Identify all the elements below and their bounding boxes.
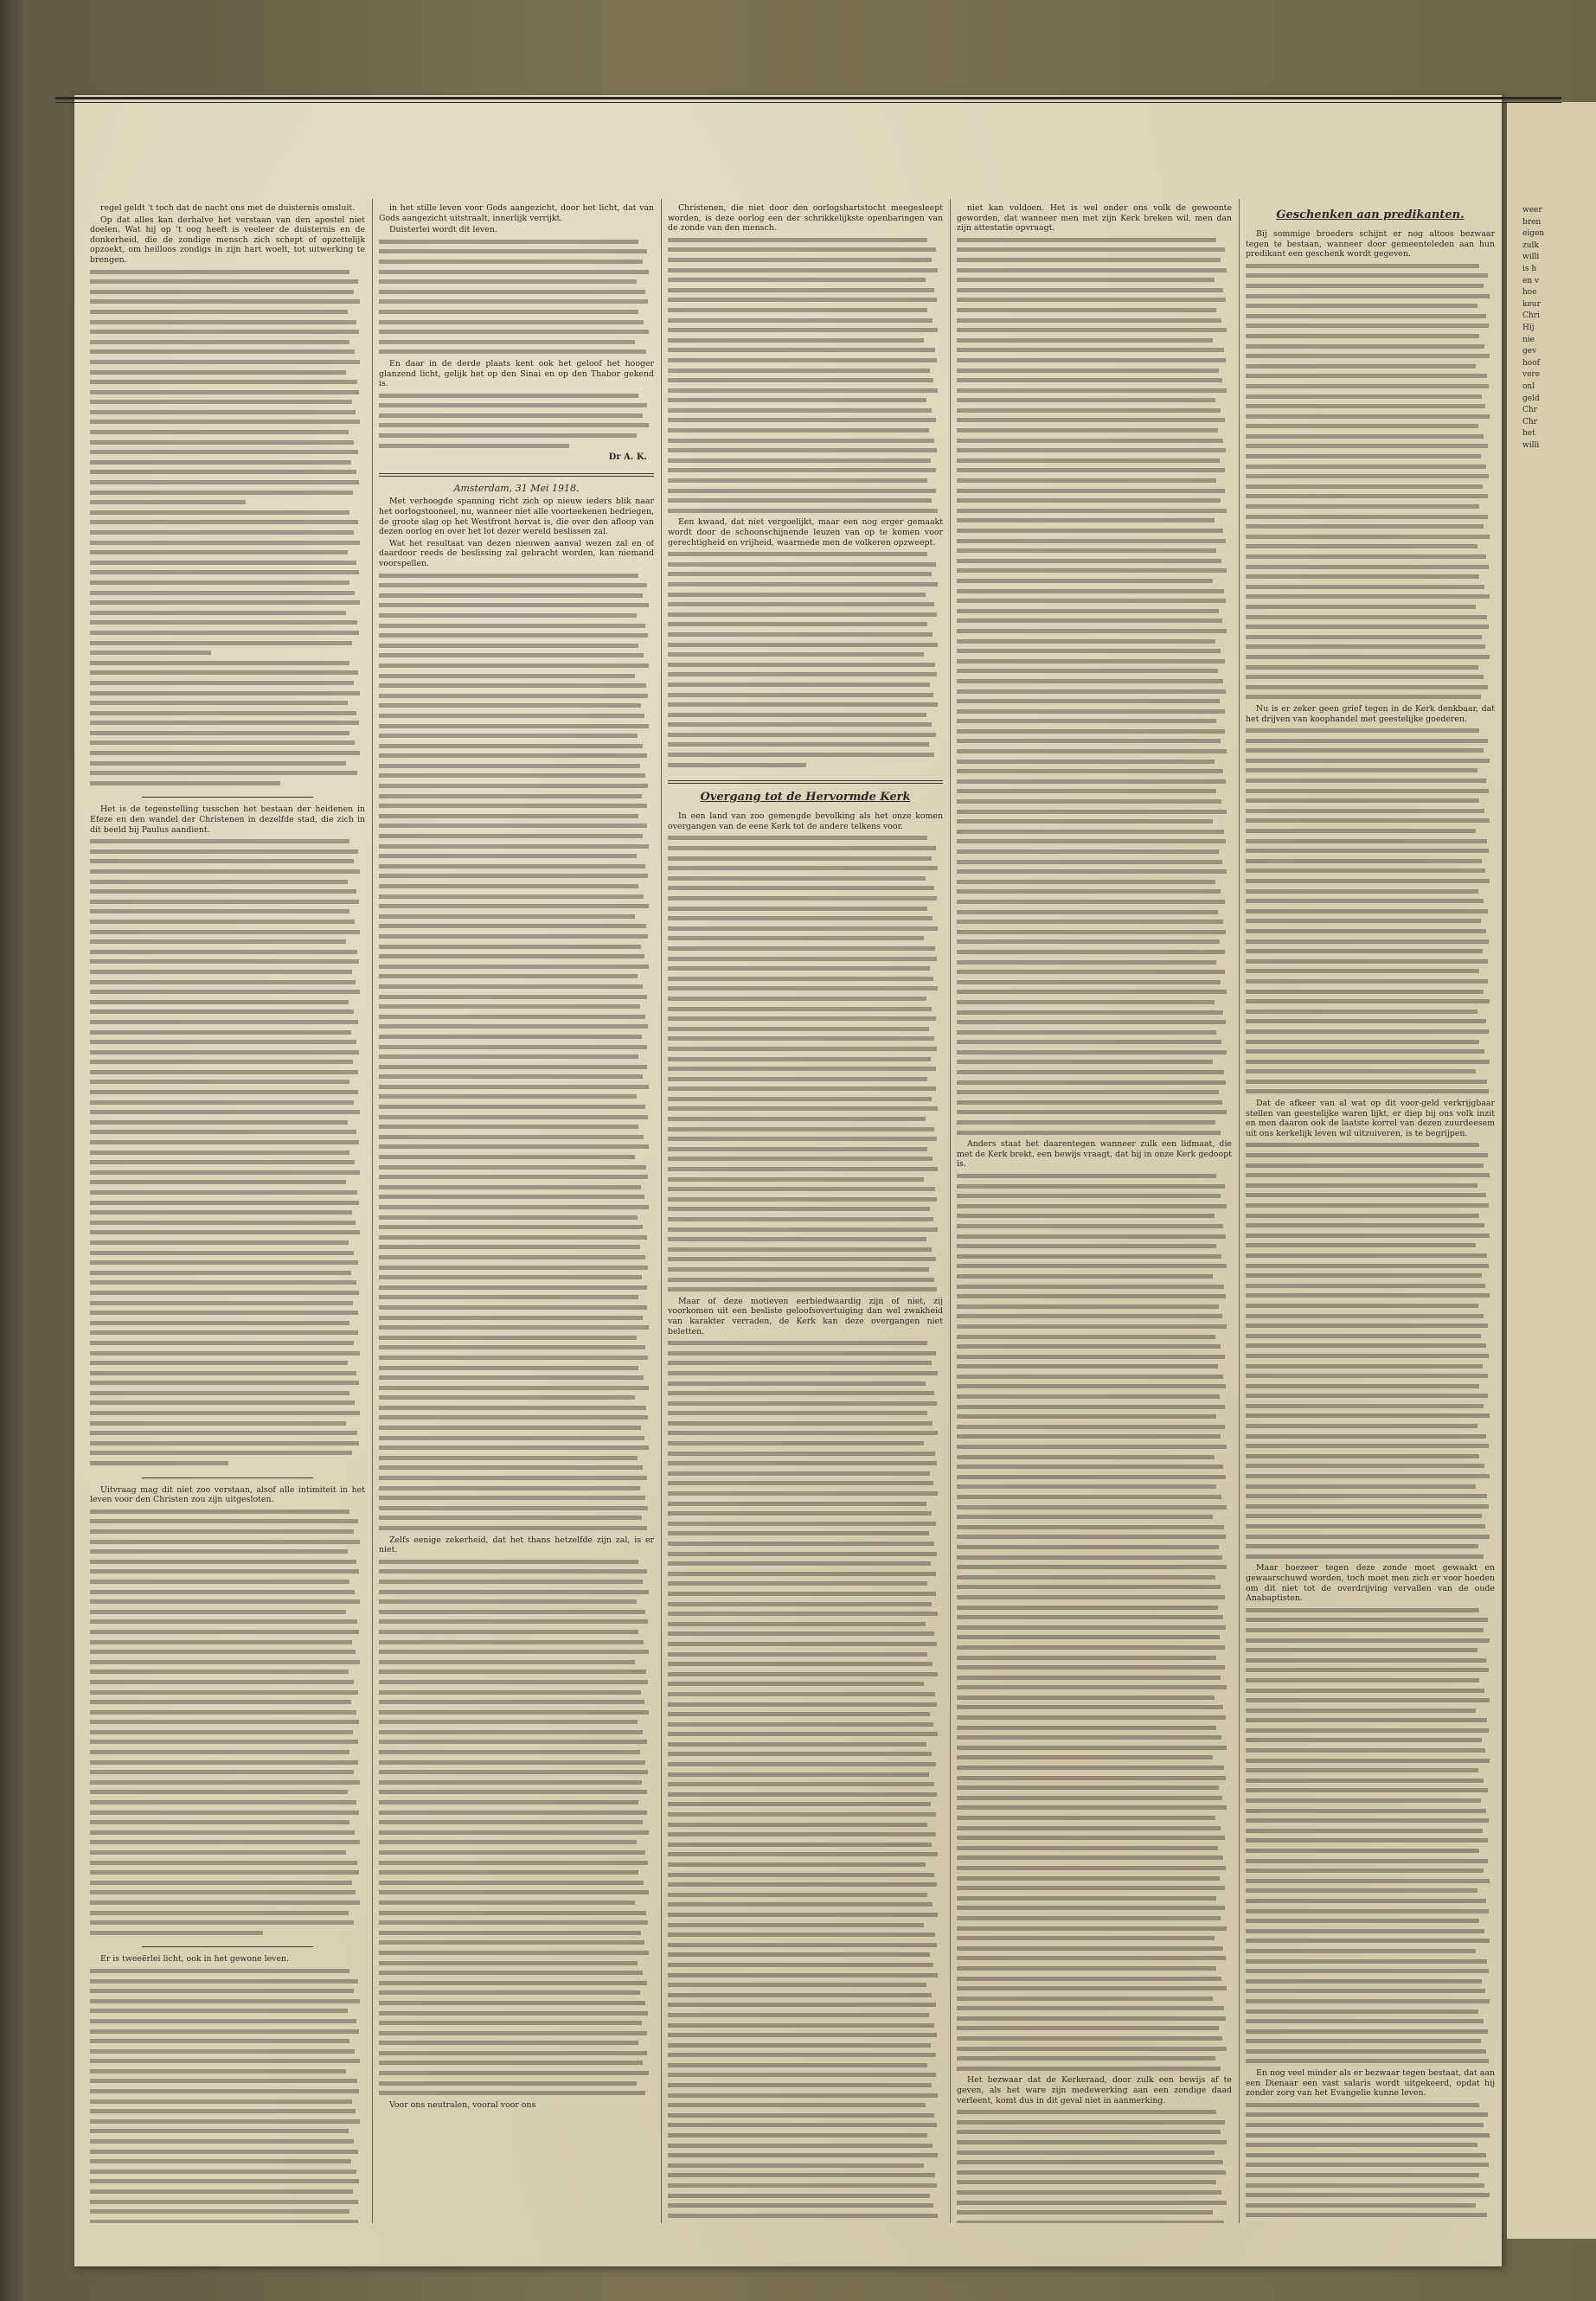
adjacent-column-fragments [1512,206,1594,2195]
fragment: eigen [1522,229,1545,239]
fragment: hoe [1522,288,1537,298]
paragraph: Er is tweeërlei licht, ook in het gewone leven. [100,1954,290,1965]
fragment: Chri [1522,311,1540,321]
paragraph: Dat de afkeer van al wat op dit voor-geld verkrijgbaar stellen van geestelijke waren lijkt, er diep bij ons volk inzit en men daaron ook de laatste korrel van dezen zuurdeesem uit ons kerkelijk leven wil uitzuiveren, is te begrijpen. [1246,1099,1495,1138]
text-block [1246,2100,1495,2223]
column-divider [661,199,662,2223]
separator [379,473,654,477]
column-4 [957,203,1232,2223]
text-block [1246,261,1495,702]
text-block [668,1338,943,2223]
fragment: bren [1522,217,1542,227]
paragraph: Christenen, die niet door den oorlogshartstocht meegesleept worden, is deze oorlog een der schrikkelijkste openbaringen van de zonde van den mensch. [668,203,943,234]
text-block [668,833,943,1294]
text-block [379,237,654,357]
paragraph: En daar in de derde plaats kent ook het geloof het hooger glanzend licht, gelijk het op den Sinai en op den Thabor gekend is. [379,358,654,389]
fragment: keur [1522,299,1541,309]
separator [142,1477,313,1478]
text-block [90,1966,365,2223]
section-heading: Overgang tot de Hervormde Kerk [700,791,911,804]
paragraph: Het is de tegenstelling tusschen het bestaan der heidenen in Efeze en den wandel der Christenen in dezelfde stad, die zich in dit beeld bij Paulus aandient. [90,804,365,835]
adjacent-page-edge [1507,102,1596,2239]
column-divider [1239,199,1240,2223]
fragment: zulk [1522,240,1539,250]
paragraph: Bij sommige broeders schijnt er nog altoos bezwaar tegen te bestaan, wanneer door gemeenteleden aan hun predikant een geschenk wordt gegeven. [1246,229,1495,260]
fragment: nie [1522,335,1535,344]
text-block [668,549,943,770]
paragraph: Zelfs eenige zekerheid, dat het thans hetzelfde zijn zal, is er niet. [379,1535,654,1555]
column-5 [1246,203,1495,2223]
text-block [379,571,654,1534]
dateline: Amsterdam, 31 Mei 1918. [453,482,580,494]
text-block [90,836,365,1468]
fragment: vere [1522,370,1541,380]
binding-spine [0,0,22,2301]
column-3 [668,203,943,2223]
fragment: gev [1522,347,1537,356]
fragment: Hij [1522,323,1535,332]
paragraph: Nu is er zeker geen grief tegen in de Kerk denkbaar, dat het drijven van koophandel met geestelijke goederen. [1246,703,1495,724]
paragraph: En nog veel minder als er bezwaar tegen bestaat, dat aan een Dienaar een vast salaris wordt uitgekeerd, opdat hij zonder zorg van het Evangelie kunne leven. [1246,2068,1495,2099]
author-signature: Dr A. K. [608,452,647,463]
paragraph: Maar of deze motieven eerbiedwaardig zijn of niet, zij voorkomen uit een besliste geloofsovertuiging dan wel zwakheid van karakter verraden, de Kerk kan deze overgangen niet beletten. [668,1296,943,1336]
fragment: willi [1522,253,1540,262]
column-1 [90,203,365,2223]
text-block [90,1507,365,1939]
fragment: en v [1522,276,1540,285]
text-block [668,235,943,516]
paragraph: Een kwaad, dat niet vergoelijkt, maar een nog erger gemaakt wordt door de schoonschijnende leuzen van op te komen voor gerechtigheid en vrijheid, waarmede men de volkeren opzweept. [668,517,943,548]
separator [142,1946,313,1947]
text-block [379,1557,654,2099]
column-divider [950,199,951,2223]
fragment: hoof [1522,358,1540,368]
text-block [957,2107,1232,2223]
separator [668,780,943,784]
text-block [957,1171,1232,2073]
text-block [957,235,1232,1138]
text-block [1246,1606,1495,2067]
section-heading: Geschenken aan predikanten. [1276,208,1465,221]
separator [142,797,313,798]
paragraph: Uitvraag mag dit niet zoo verstaan, alsof alle intimiteit in het leven voor den Christen zou zijn uitgesloten. [90,1484,365,1505]
fragment: geld [1522,394,1540,403]
fragment: weer [1522,206,1542,215]
paragraph: niet kan voldoen. Het is wel onder ons volk de gewoonte geworden, dat wanneer men met zijn Kerk breken wil, men dan zijn attestatie opvraagt. [957,203,1232,234]
paragraph: Het bezwaar dat de Kerkeraad, door zulk een bewijs af te geven, als het ware zijn medewerking aan een zondige daad verleent, komt dus in dit geval niet in aanmerking. [957,2075,1232,2106]
fragment: onl [1522,381,1535,391]
text-block [1246,1140,1495,1561]
text-block [90,267,365,789]
paragraph: Voor ons neutralen, vooral voor ons [389,2099,536,2110]
paragraph: Anders staat het daarentegen wanneer zulk een lidmaat, die met de Kerk brekt, een bewijs vraagt, dat hij in onze Kerk gedoopt is. [957,1139,1232,1170]
fragment: het [1522,429,1535,439]
column-divider [372,199,373,2223]
paragraph: regel geldt 't toch dat de nacht ons met de duisternis omsluit. [100,203,356,213]
paragraph: in het stille leven voor Gods aangezicht, door het licht, dat van Gods aangezicht uitstraalt, innerlijk verrijkt. [379,203,654,223]
paragraph: In een land van zoo gemengde bevolking als het onze komen overgangen van de eene Kerk tot de andere telkens voor. [668,811,943,831]
column-2 [379,203,654,2223]
paragraph: Op dat alles kan derhalve het verstaan van den apostel niet doelen. Wat hij op 't oog heeft is veeleer de duisternis en de donkerheid, die de zondige mensch zich schept of opzettelijk opzoekt, om heilloos zondigs in zijn hart woelt, tot uitwerking te brengen. [90,215,365,265]
paragraph: Duisterlei wordt dit leven. [389,225,497,235]
newspaper-page [74,95,1502,2266]
text-block [379,391,654,452]
text-block [1246,726,1495,1097]
fragment: Chr [1522,417,1537,426]
fragment: is h [1522,264,1537,273]
paragraph: Maar hoezeer tegen deze zonde moet gewaakt en gewaarschuwd worden, toch moet men zich er voor hoeden om dit niet tot de overdrijving vervallen van de oude Anabaptisten. [1246,1563,1495,1604]
paragraph: Wat het resultaat van dezen nieuwen aanval wezen zal en of daardoor reeds de beslissing zal gebracht worden, kan niemand voorspellen. [379,538,654,568]
fragment: willi [1522,440,1540,450]
paragraph: Met verhoogde spanning richt zich op nieuw ieders blik naar het oorlogstooneel, nu, wanneer niet alle voorteekenen bedriegen, de groote slag op het Westfront hervat is, die over den afloop van dezen oorlog en over het lot dezer wereld beslissen zal. [379,497,654,537]
fragment: Chr [1522,406,1537,415]
header-rule [55,97,1561,103]
